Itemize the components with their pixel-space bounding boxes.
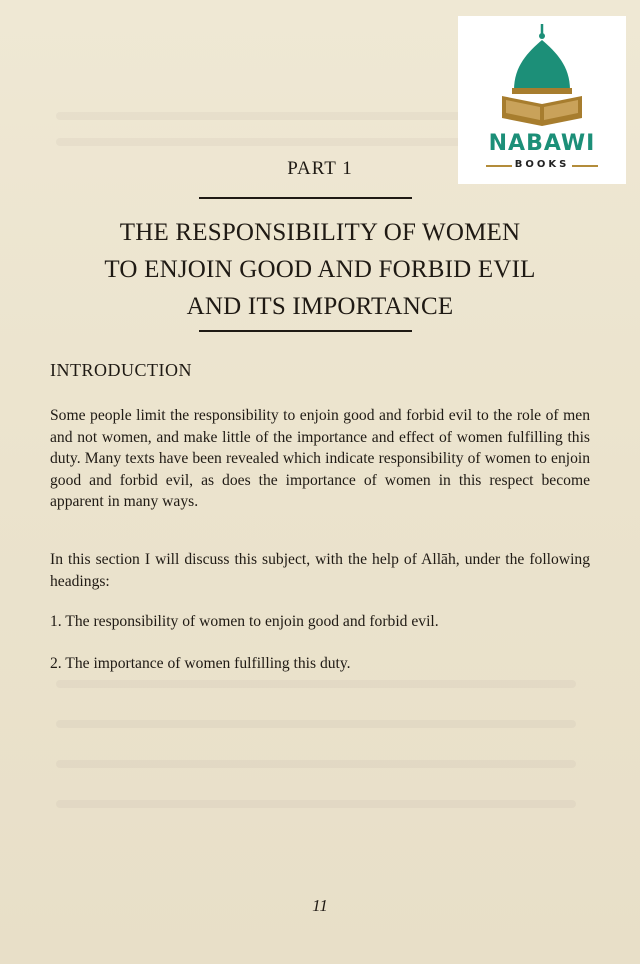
page-number: 11 [312,896,328,915]
intro-paragraph: Some people limit the responsibility to enjoin good and forbid evil to the role of men and not women, and make little of the importance and effect of women fulfilling this duty. Many texts have been revealed which indicate responsibility of women to enjoin good and forbid evil, as does the importance of women in this respect become apparent in many ways. [50,407,590,510]
logo-subtitle: BOOKS [514,159,570,170]
logo-divider [572,165,598,167]
bleed-through [56,800,576,808]
headings-paragraph: In this section I will discuss this subject, with the help of Allāh, under the following headings: [50,551,590,590]
part-label: PART 1 [287,158,353,179]
chapter-title [20,214,620,325]
bleed-through [56,720,576,728]
list-item: 2. The importance of women fulfilling this duty. [50,655,351,672]
nabawi-books-logo [458,16,626,184]
title-line: AND ITS IMPORTANCE [186,293,454,320]
list-item: 1. The responsibility of women to enjoin good and forbid evil. [50,613,439,630]
bleed-through [56,680,576,688]
title-line: TO ENJOIN GOOD AND FORBID EVIL [104,256,536,283]
bleed-through [56,760,576,768]
logo-name: NABAWI [488,131,596,156]
title-rule-bottom [199,330,412,332]
section-heading: INTRODUCTION [50,360,192,380]
title-line: THE RESPONSIBILITY OF WOMEN [119,219,521,246]
title-rule-top [199,197,412,199]
